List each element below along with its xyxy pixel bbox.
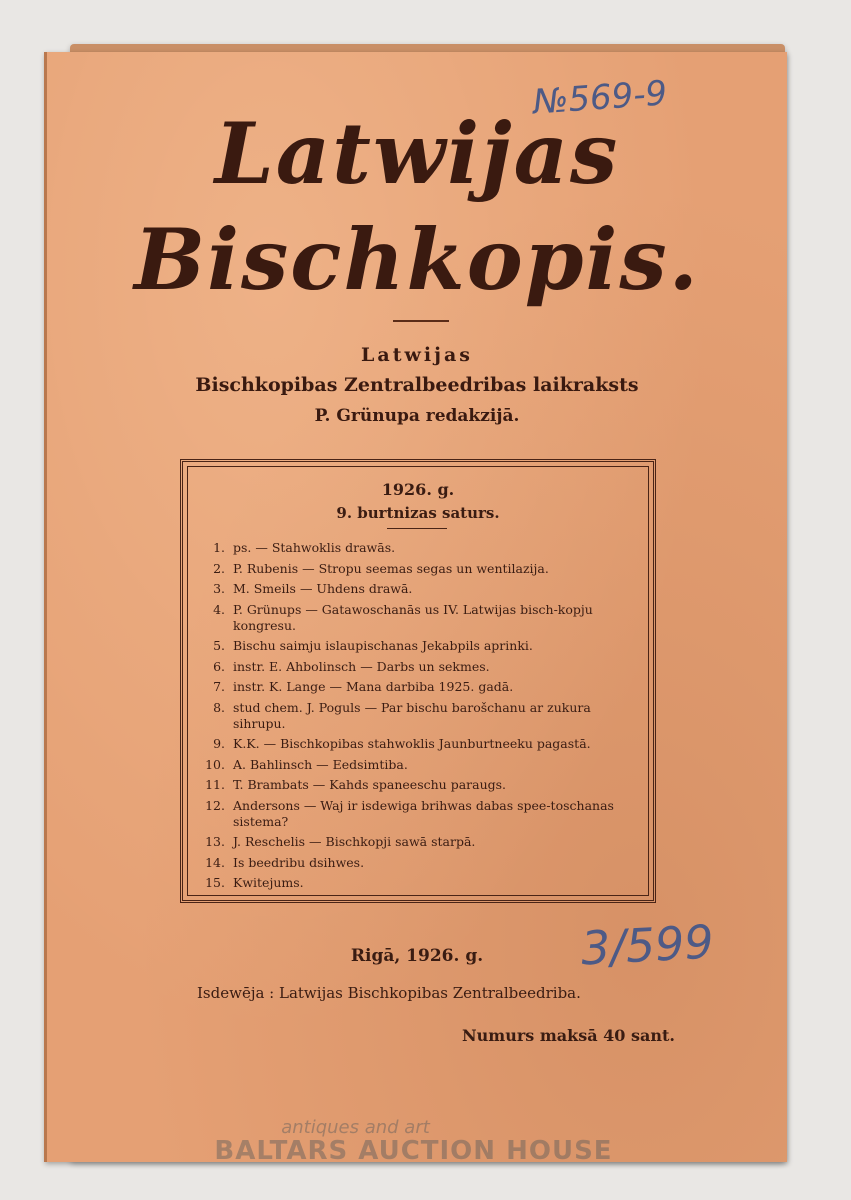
magazine-cover <box>44 52 787 1162</box>
contents-list <box>195 540 641 896</box>
item-text: K.K. — Bischkopibas stahwoklis Jaunburtneeku pagastā. <box>233 736 591 751</box>
item-number: 14. <box>205 854 225 870</box>
city-year: Rigā, 1926. g. <box>350 946 484 966</box>
item-number: 13. <box>205 834 225 849</box>
item-number: 10. <box>205 756 225 772</box>
title-line-2: Bischkopis. <box>134 210 700 309</box>
contents-box <box>180 459 656 903</box>
item-text: A. Bahlinsch — Eedsimtiba. <box>233 756 408 772</box>
list-item <box>195 602 641 634</box>
watermark-tagline: antiques and art <box>281 1117 430 1138</box>
item-number: 9. <box>213 736 225 751</box>
list-item <box>195 757 641 773</box>
item-number: 4. <box>213 601 225 617</box>
watermark-brand: BALTARS AUCTION HOUSE <box>214 1136 613 1166</box>
subtitle-line-1: Latwijas <box>361 344 473 366</box>
item-number: 1. <box>213 540 225 555</box>
list-item <box>195 736 641 752</box>
list-item <box>195 540 641 556</box>
list-item <box>195 700 641 732</box>
list-item <box>195 679 641 695</box>
item-number: 11. <box>205 777 225 792</box>
list-item <box>195 875 641 891</box>
list-item <box>195 659 641 675</box>
divider <box>393 320 449 322</box>
item-text: instr. E. Ahbolinsch — Darbs un sekmes. <box>233 658 490 674</box>
item-number: 7. <box>213 679 225 694</box>
item-number: 8. <box>213 699 225 715</box>
item-text: T. Brambats — Kahds spaneeschu paraugs. <box>233 777 507 792</box>
item-number: 2. <box>213 560 225 576</box>
item-text: stud chem. J. Poguls — Par bischu barošchanu ar zukura sihrupu. <box>233 699 591 731</box>
item-text: M. Smeils — Uhdens drawā. <box>233 581 413 596</box>
item-text: instr. K. Lange — Mana darbiba 1925. gadā. <box>233 679 514 694</box>
price-line: Numurs maksā 40 sant. <box>462 1026 675 1045</box>
item-text: J. Reschelis — Bischkopji sawā starpā. <box>233 834 476 849</box>
list-item <box>195 581 641 597</box>
item-text: Is beedribu dsihwes. <box>233 854 365 870</box>
list-item <box>195 561 641 577</box>
item-text: Bischu saimju islaupischanas Jekabpils aprinki. <box>233 638 533 653</box>
list-item <box>195 798 641 830</box>
item-text: Kwitejums. <box>233 875 304 890</box>
list-item <box>195 638 641 654</box>
publisher-line: Isdewēja : Latwijas Bischkopibas Zentralbeedriba. <box>197 984 581 1002</box>
contents-year: 1926. g. <box>381 480 455 499</box>
item-number: 6. <box>213 658 225 674</box>
item-number: 3. <box>213 581 225 596</box>
contents-heading: 9. burtnizas saturs. <box>336 504 500 522</box>
item-number: 5. <box>213 638 225 653</box>
editor-line: P. Grünupa redakzijā. <box>314 406 520 426</box>
contents-divider <box>387 528 447 529</box>
item-text: P. Grünups — Gatawoschanās us IV. Latwijas bisch-kopju kongresu. <box>233 601 593 633</box>
item-text: P. Rubenis — Stropu seemas segas un wentilazija. <box>233 560 549 576</box>
title-line-1: Latwijas <box>214 104 620 203</box>
handwritten-inventory-number: №569-9 <box>531 73 669 123</box>
list-item <box>195 855 641 871</box>
item-text: Andersons — Waj ir isdewiga brihwas dabas spee-toschanas sistema? <box>233 797 614 829</box>
item-number: 12. <box>205 797 225 813</box>
item-text: ps. — Stahwoklis drawās. <box>233 540 396 555</box>
list-item <box>195 834 641 850</box>
handwritten-catalog-number: 3/599 <box>579 914 715 976</box>
item-number: 15. <box>205 875 225 890</box>
list-item <box>195 777 641 793</box>
subtitle-line-2: Bischkopibas Zentralbeedribas laikraksts <box>195 374 639 396</box>
